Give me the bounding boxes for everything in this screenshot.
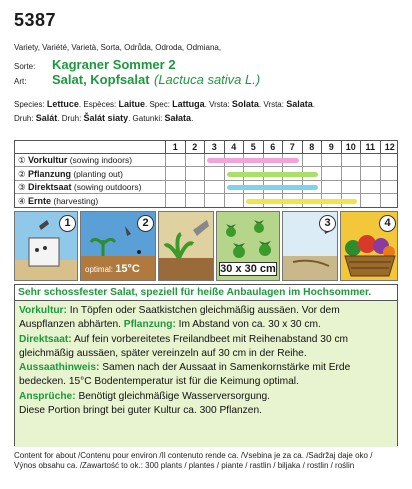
instructions-banner: Sehr schossfester Salat, speziell für heiße Anbaulagen im Hochsommer. — [15, 285, 397, 301]
calendar-period-bar — [227, 172, 319, 177]
calendar-row-label — [18, 168, 123, 181]
druh-line — [14, 113, 404, 123]
pictogram-harvest — [340, 211, 398, 281]
calendar-row-number: ② — [18, 168, 28, 179]
instruction-heading: Pflanzung: — [123, 319, 176, 331]
instruction-text: In Töpfen oder Saatkistchen gleichmäßig aussäen. Vor dem Auspflanzen abhärten. — [19, 305, 340, 331]
art-row — [14, 71, 404, 89]
calendar-row-title: Vorkultur — [27, 155, 68, 165]
calendar-row-number: ③ — [18, 182, 28, 192]
species-name-1: Laitue — [118, 99, 146, 109]
calendar-row-note: (sowing outdoors) — [71, 182, 142, 192]
calendar-month-7: 7 — [282, 141, 302, 154]
step-number-2: 2 — [137, 215, 154, 232]
calendar-month-10: 10 — [341, 141, 361, 154]
step-number-4: 4 — [379, 215, 396, 232]
calendar-period-bar — [246, 199, 357, 204]
optimal-temp-value: 15°C — [115, 263, 140, 275]
instructions-body — [15, 301, 397, 447]
art-value: Salat, Kopfsalat — [52, 72, 150, 87]
calendar-row-4 — [15, 195, 397, 208]
species-name-4: Salata — [286, 99, 313, 109]
species-name-0: Lettuce — [46, 99, 79, 109]
druh-text-1: . Druh: — [57, 114, 84, 123]
calendar-row-3 — [15, 181, 397, 194]
pictogram-strip — [14, 211, 398, 281]
spacing-label: 30 x 30 cm — [220, 263, 276, 275]
instruction-heading: Ansprüche: — [19, 390, 76, 402]
druh-name-1: Šalát siaty — [83, 113, 129, 123]
calendar-month-11: 11 — [360, 141, 380, 154]
instruction-text: Im Abstand von ca. 30 x 30 cm. — [175, 319, 321, 331]
art-label: Art: — [14, 77, 27, 86]
sorte-value: Kagraner Sommer 2 — [52, 57, 176, 72]
trowel-plant-icon — [159, 212, 214, 281]
species-line — [14, 99, 404, 109]
pictogram-planting-out — [158, 211, 214, 281]
calendar-month-header — [15, 141, 397, 154]
calendar-month-1: 1 — [165, 141, 185, 154]
instruction-heading: Aussaathinweis: — [19, 362, 100, 374]
calendar-row-title: Direktsaat — [27, 182, 72, 192]
calendar-row-2 — [15, 168, 397, 181]
calendar-month-8: 8 — [302, 141, 322, 154]
calendar-row-label — [18, 181, 141, 194]
calendar-month-5: 5 — [243, 141, 263, 154]
content-info — [14, 451, 404, 471]
druh-text-3: . — [191, 114, 194, 123]
species-text-2: . Spec: — [145, 100, 173, 109]
calendar-row-1 — [15, 154, 397, 167]
druh-text-0: Druh: — [14, 114, 36, 123]
calendar-month-12: 12 — [380, 141, 400, 154]
calendar-row-note: (harvesting) — [51, 195, 99, 206]
calendar-row-label — [18, 154, 132, 167]
sowing-calendar — [14, 140, 398, 208]
calendar-row-note: (sowing indoors) — [67, 155, 133, 165]
pictogram-sowing-indoors — [14, 211, 78, 281]
calendar-month-3: 3 — [204, 141, 224, 154]
calendar-month-4: 4 — [224, 141, 244, 154]
druh-name-2: Sałata — [164, 113, 192, 123]
species-text-3: . Vrsta: — [204, 100, 232, 109]
species-text-5: . — [312, 100, 315, 109]
instruction-text: Benötigt gleichmäßige Wasserversorgung. — [75, 390, 271, 402]
species-name-3: Solata — [231, 99, 259, 109]
calendar-period-bar — [227, 185, 319, 190]
pictogram-sowing-outdoors — [282, 211, 338, 281]
optimal-temp-label: optimal: 15°C — [85, 263, 140, 275]
calendar-row-note: (planting out) — [70, 168, 123, 179]
calendar-month-9: 9 — [321, 141, 341, 154]
species-name-2: Lattuga — [172, 99, 205, 109]
latin-name: (Lactuca sativa L.) — [153, 72, 261, 87]
step-number-1: 1 — [59, 215, 76, 232]
calendar-row-title: Ernte — [27, 195, 51, 206]
variety-label-line: Variety, Variété, Varietà, Sorta, Odrůda, Odroda, Odmiana, — [14, 43, 222, 52]
instruction-heading: Direktsaat: — [19, 333, 72, 345]
instruction-heading: Vorkultur: — [19, 305, 67, 316]
calendar-row-title: Pflanzung — [27, 168, 71, 179]
instruction-text: Samen nach der Aussaat in Samenkornstärke mit Erde bedecken. 15°C Bodentemperatur ist für die Keimung optimal. — [19, 362, 351, 388]
calendar-month-6: 6 — [263, 141, 283, 154]
instruction-text: Auf fein vorbereitetes Freilandbeet mit Reihenabstand 30 cm gleichmäßig aussäen, später vereinzeln auf 30 cm in der Reihe. — [19, 333, 349, 359]
instruction-text: Diese Portion bringt bei guter Kultur ca. 300 Pflanzen. — [19, 405, 262, 417]
step-number-3: 3 — [319, 215, 336, 232]
pictogram-spacing — [216, 211, 280, 281]
species-text-4: . Vrsta: — [258, 100, 287, 109]
species-text-0: Species: — [14, 100, 47, 109]
calendar-month-2: 2 — [185, 141, 205, 154]
product-code: 5387 — [14, 10, 57, 30]
growing-instructions — [14, 284, 398, 446]
calendar-row-number: ④ — [18, 195, 28, 206]
content-info-line-1: Content for about /Contenu pour environ /Il contenuto rende ca. /Vsebina je za ca. /Sadržaj daje oko / — [14, 451, 373, 460]
calendar-period-bar — [207, 158, 299, 163]
pictogram-optimal-temp — [80, 211, 156, 281]
calendar-row-label — [18, 195, 98, 208]
calendar-row-number: ① — [18, 155, 28, 165]
species-text-1: . Espèces: — [78, 100, 119, 109]
druh-text-2: . Gatunki: — [128, 114, 165, 123]
sorte-label: Sorte: — [14, 62, 36, 71]
druh-name-0: Salát — [35, 113, 58, 123]
content-info-line-2: Výnos obsahu ca. /Zawartość to ok.: 300 plants / plantes / piante / rastlin / biljaka / rostlin / roślin — [14, 461, 355, 470]
